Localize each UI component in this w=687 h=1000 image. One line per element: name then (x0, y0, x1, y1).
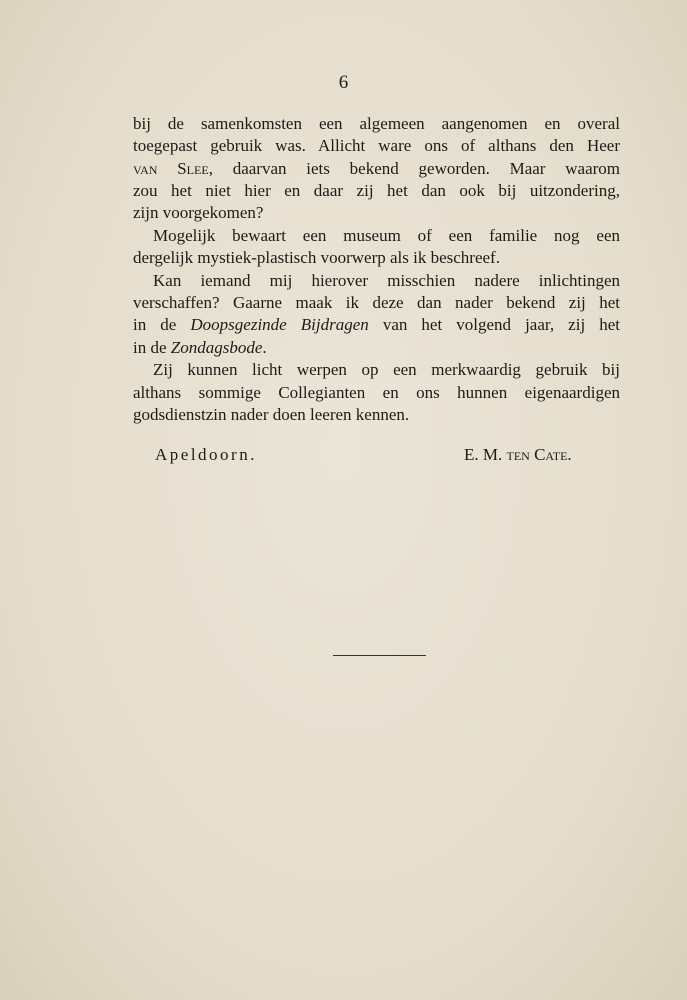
page-number: 6 (338, 72, 349, 93)
text-segment: . (262, 338, 267, 357)
text-segment: , daarvan iets bekend geworden. Maar waarom (208, 159, 620, 178)
author-initials: E. M. (464, 445, 507, 464)
end-rule (333, 655, 426, 656)
text-segment: in de (133, 315, 191, 334)
text-line (133, 338, 620, 358)
text-segment: van het volgend jaar, zij het (368, 315, 620, 334)
italic-title: Doopsgezinde Bijdragen (190, 315, 369, 334)
text-line (133, 159, 620, 179)
signature-author (464, 445, 572, 465)
text-line: Zij kunnen licht werpen op een merkwaardig gebruik bij (153, 360, 620, 379)
name-smallcaps: van Slee (133, 159, 209, 178)
text-line: althans sommige Collegianten en ons hunnen eigenaardigen (133, 383, 620, 402)
text-segment: . (567, 445, 572, 464)
text-segment: in de (133, 338, 171, 357)
author-name: ten Cate (506, 445, 568, 464)
text-line: Mogelijk bewaart een museum of een familie nog een (153, 226, 620, 245)
text-line: Kan iemand mij hierover misschien nadere inlichtingen (153, 271, 620, 290)
text-line (133, 315, 620, 335)
signature-place: Apeldoorn. (155, 445, 257, 464)
text-line: dergelijk mystiek-plastisch voorwerp als ik beschreef. (133, 248, 500, 267)
text-line: verschaffen? Gaarne maak ik deze dan nader bekend zij het (133, 293, 620, 312)
italic-title: Zondagsbode (170, 338, 263, 357)
text-line: godsdienstzin nader doen leeren kennen. (133, 405, 410, 424)
text-line: zou het niet hier en daar zij het dan ook bij uitzondering, (133, 181, 620, 200)
text-line: bij de samenkomsten een algemeen aangenomen en overal (133, 114, 620, 133)
text-line: toegepast gebruik was. Allicht ware ons of althans den Heer (133, 136, 620, 155)
text-line: zijn voorgekomen? (133, 203, 264, 222)
